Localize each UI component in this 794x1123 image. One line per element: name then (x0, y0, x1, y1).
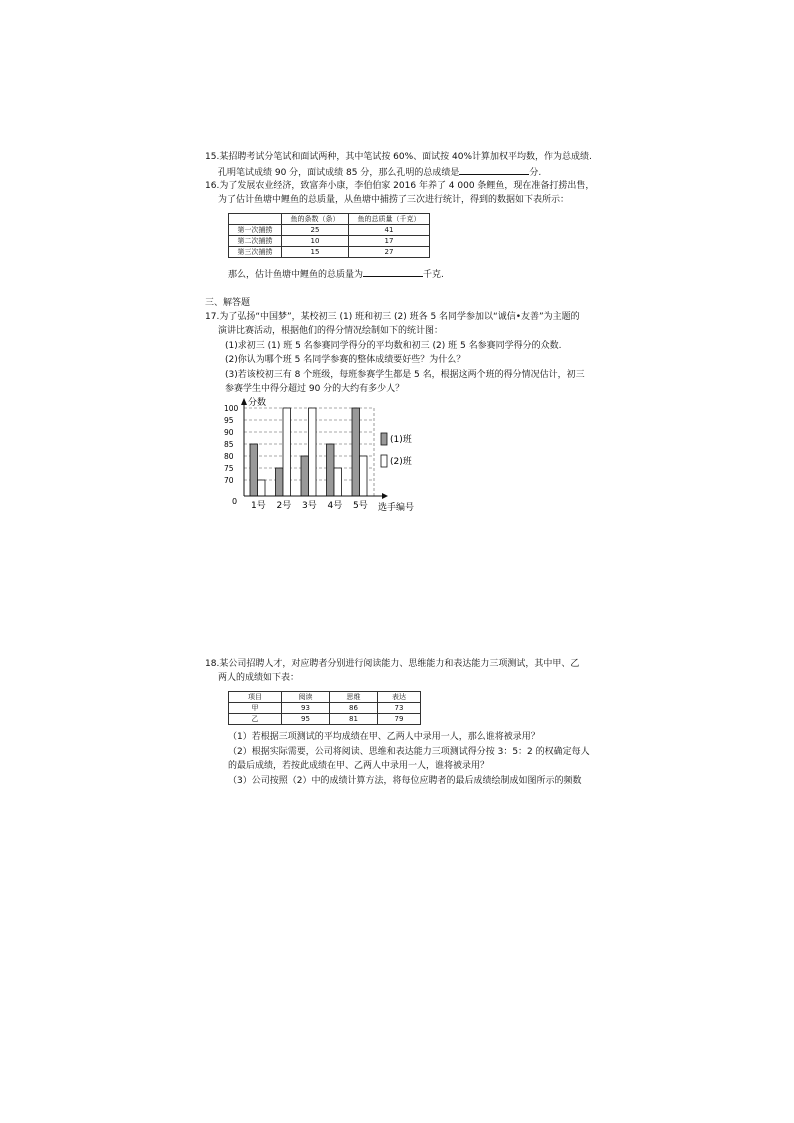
bar-class1 (250, 444, 258, 496)
x-axis-label: 选手编号 (378, 503, 415, 513)
table-cell (229, 214, 282, 225)
bar-class2 (360, 456, 368, 496)
chart-bars (250, 408, 367, 496)
origin-label: 0 (232, 497, 238, 506)
table-cell: 41 (349, 225, 430, 236)
table-cell: 95 (282, 714, 330, 725)
q15-line2 (218, 165, 541, 179)
q15-line2-text: 孔明笔试成绩 90 分，面试成绩 85 分，那么孔明的总成绩是 (218, 168, 460, 178)
table-row (229, 247, 430, 258)
q17-part3a: (3)若该校初三有 8 个班级，每班参赛学生都是 5 名，根据这两个班的得分情况估计，初三 (225, 370, 585, 380)
chart-legend (381, 433, 412, 467)
legend-label: (1)班 (390, 435, 412, 445)
x-tick-label: 1号 (251, 501, 266, 511)
x-tick-label: 2号 (276, 501, 292, 511)
q16-answer-line (228, 267, 444, 281)
y-axis-label: 分数 (248, 398, 267, 408)
bar-class1 (301, 456, 309, 496)
q18-part1: （1）若根据三项测试的平均成绩在甲、乙两人中录用一人，那么谁将被录用？ (228, 732, 540, 742)
q17-line2: 演讲比赛活动，根据他们的得分情况绘制如下的统计图： (218, 326, 444, 336)
y-tick-label: 90 (224, 428, 234, 437)
table-cell: 27 (349, 247, 430, 258)
bar-class2 (334, 468, 342, 496)
table-cell: 93 (282, 703, 330, 714)
q16-answer-text: 那么，估计鱼塘中鲤鱼的总质量为 (228, 270, 364, 280)
x-tick-label: 4号 (327, 501, 343, 511)
y-tick-label: 85 (224, 440, 234, 449)
q15-line1: 15.某招聘考试分笔试和面试两种，其中笔试按 60%、面试按 40%计算加权平均数，作为总成绩. (205, 152, 592, 162)
bar-chart (222, 396, 432, 516)
x-axis-arrow-icon (382, 493, 388, 499)
bar-class1 (352, 408, 360, 496)
y-tick-label: 80 (224, 452, 234, 461)
table-cell: 阅读 (282, 692, 330, 703)
x-tick-labels (251, 500, 368, 511)
q16-line1: 16.为了发展农业经济，致富奔小康，李伯伯家 2016 年养了 4 000 条鲤鱼，现在准备打捞出售， (205, 181, 595, 191)
q18-table (228, 691, 421, 725)
section-title: 三、解答题 (205, 298, 251, 308)
legend-swatch (381, 433, 387, 445)
y-tick-label: 75 (224, 464, 234, 473)
table-cell: 73 (378, 703, 421, 714)
table-header-row (229, 692, 421, 703)
table-cell: 思维 (330, 692, 378, 703)
q17-line1: 17.为了弘扬“中国梦”，某校初三 (1) 班和初三 (2) 班各 5 名同学参加以“诚信•友善”为主题的 (205, 312, 580, 322)
legend-swatch (381, 455, 387, 467)
x-tick-label: 5号 (353, 501, 368, 511)
q18-line2: 两人的成绩如下表： (218, 673, 300, 683)
y-tick-label: 100 (224, 404, 239, 413)
table-cell: 乙 (229, 714, 282, 725)
table-cell: 79 (378, 714, 421, 725)
q17-part1: (1)求初三 (1) 班 5 名参赛同学得分的平均数和初三 (2) 班 5 名参赛同学得分的众数. (225, 341, 562, 351)
table-cell: 第二次捕捞 (229, 236, 282, 247)
q18-line1: 18.某公司招聘人才，对应聘者分别进行阅读能力、思维能力和表达能力三项测试，其中甲、乙 (205, 659, 580, 669)
table-cell: 17 (349, 236, 430, 247)
q17-part2: (2)你认为哪个班 5 名同学参赛的整体成绩要好些？为什么？ (225, 355, 466, 365)
table-row (229, 714, 421, 725)
q16-answer-end: 千克. (423, 270, 444, 280)
q16-answer-blank (363, 267, 423, 277)
q15-line2-end: 分. (529, 168, 542, 178)
table-cell: 86 (330, 703, 378, 714)
table-row (229, 236, 430, 247)
table-row (229, 703, 421, 714)
q16-table (228, 213, 430, 258)
table-cell: 第一次捕捞 (229, 225, 282, 236)
q16-line2: 为了估计鱼塘中鲤鱼的总质量，从鱼塘中捕捞了三次进行统计，得到的数据如下表所示： (218, 195, 570, 205)
table-cell: 25 (282, 225, 349, 236)
bar-class2 (283, 408, 291, 496)
bar-class1 (276, 468, 284, 496)
q18-part2a: （2）根据实际需要，公司将阅读、思维和表达能力三项测试得分按 3：5：2 的权确定每人 (228, 747, 590, 757)
q18-part3: （3）公司按照（2）中的成绩计算方法，将每位应聘者的最后成绩绘制成如图所示的频数 (228, 776, 582, 786)
y-tick-label: 95 (224, 416, 234, 425)
table-cell: 81 (330, 714, 378, 725)
table-cell: 15 (282, 247, 349, 258)
table-cell: 甲 (229, 703, 282, 714)
table-row (229, 225, 430, 236)
q15-answer-blank (459, 165, 529, 175)
legend-label: (2)班 (390, 457, 412, 467)
bar-class2 (258, 480, 266, 496)
q18-part2b: 的最后成绩，若按此成绩在甲、乙两人中录用一人，谁将被录用？ (228, 761, 490, 771)
q17-part3b: 参赛学生中得分超过 90 分的大约有多少人？ (225, 384, 405, 394)
table-cell: 表达 (378, 692, 421, 703)
y-tick-label: 70 (224, 476, 234, 485)
table-cell: 第三次捕捞 (229, 247, 282, 258)
table-cell: 鱼的总质量（千克） (349, 214, 430, 225)
table-cell: 项目 (229, 692, 282, 703)
bar-class2 (309, 408, 317, 496)
bar-class1 (327, 444, 335, 496)
table-cell: 鱼的条数（条） (282, 214, 349, 225)
table-cell: 10 (282, 236, 349, 247)
y-tick-labels (224, 404, 239, 485)
table-header-row (229, 214, 430, 225)
x-tick-label: 3号 (302, 501, 317, 511)
y-axis-arrow-icon (241, 398, 247, 405)
